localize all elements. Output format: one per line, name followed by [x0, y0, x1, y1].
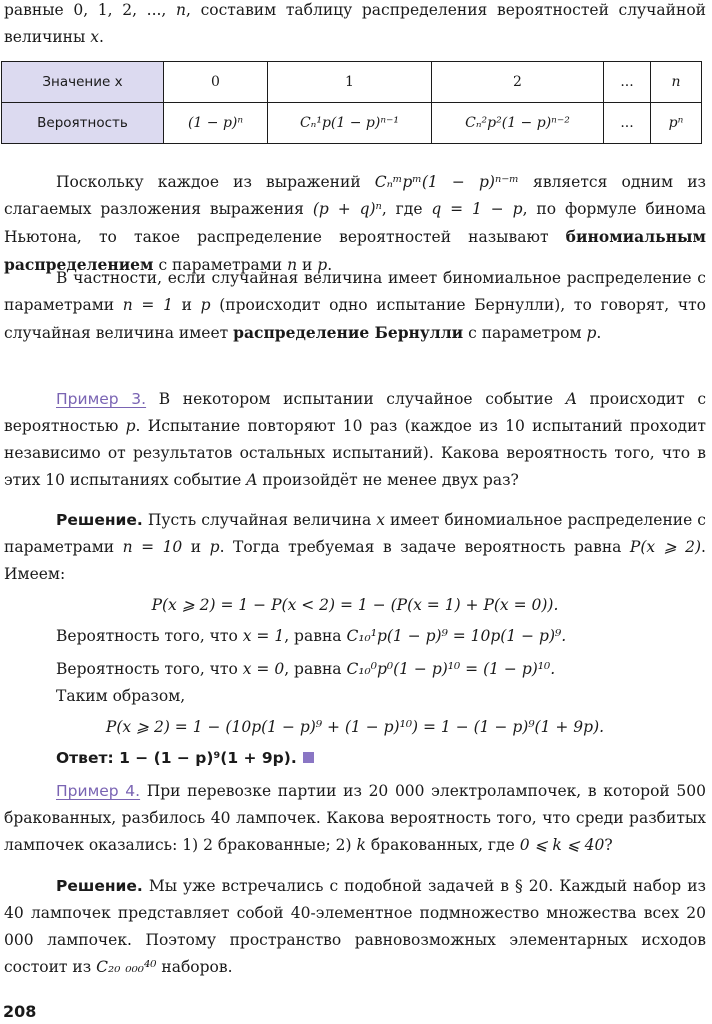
table-row-values	[2, 62, 702, 103]
table-cell: ...	[604, 62, 651, 103]
bernoulli-paragraph: В частности, если случайная величина имеет биномиальное распределение с параметрами n = 1 и p (происходит одно испытание Бернулли), то говорят, что случайная величина имеет распределение Бернулли с параметром p.	[4, 269, 706, 342]
line-x0: Вероятность того, что x = 0, равна C₁₀⁰p⁰(1 − p)¹⁰ = (1 − p)¹⁰.	[56, 660, 556, 678]
table-header-value: Значение x	[2, 62, 164, 103]
table-header-probability: Вероятность	[2, 103, 164, 144]
binomial-paragraph: Поскольку каждое из выражений Cₙᵐpᵐ(1 − p)ⁿ⁻ᵐ является одним из слагаемых разложения выражения (p + q)ⁿ, где q = 1 − p, по формуле бинома Ньютона, то такое распределение вероятностей называют биномиальным распределением с параметрами n и p.	[4, 173, 707, 274]
table-cell: ...	[604, 103, 651, 144]
table-cell: 1	[268, 62, 432, 103]
answer-line: Ответ: 1 − (1 − p)⁹(1 + 9p).	[4, 745, 706, 772]
table-cell: Cₙ¹p(1 − p)ⁿ⁻¹	[268, 103, 432, 144]
line-thus: Таким образом,	[56, 687, 186, 705]
table-cell: (1 − p)ⁿ	[164, 103, 268, 144]
end-of-solution-square-icon	[303, 752, 314, 763]
distribution-table	[1, 61, 702, 144]
equation-1: P(x ⩾ 2) = 1 − P(x < 2) = 1 − (P(x = 1) + P(x = 0)).	[151, 596, 559, 614]
equation-2: P(x ⩾ 2) = 1 − (10p(1 − p)⁹ + (1 − p)¹⁰) = 1 − (1 − p)⁹(1 + 9p).	[105, 718, 605, 736]
table-cell: 2	[432, 62, 604, 103]
line-x1: Вероятность того, что x = 1, равна C₁₀¹p(1 − p)⁹ = 10p(1 − p)⁹.	[56, 627, 567, 645]
term-binomial: биномиальным распределением	[4, 227, 706, 274]
solution-3: Решение. Пусть случайная величина x имеет биномиальное распределение с параметрами n = 10 и p. Тогда требуемая в задаче вероятность равна P(x ⩾ 2). Имеем: P(x ⩾ 2) = 1 − P(x < 2) = 1 − (P(x = 1) + P(x = 0)). Вероятность того, что x = 1, равна C₁₀¹p(1 − p)⁹ = 10p(1 − p)⁹. Вероятность того, что x = 0, равна C₁₀⁰p⁰(1 − p)¹⁰ = (1 − p)¹⁰. Таким образом, P(x ⩾ 2) = 1 − (10p(1 − p)⁹ + (1 − p)¹⁰) = 1 − (1 − p)⁹(1 + 9p). Ответ: 1 − (1 − p)⁹(1 + 9p).	[4, 507, 706, 772]
table-cell: n	[651, 62, 702, 103]
table-row-probabilities	[2, 103, 702, 144]
table-cell: Cₙ²p²(1 − p)ⁿ⁻²	[432, 103, 604, 144]
table-cell: 0	[164, 62, 268, 103]
answer-label: Ответ:	[56, 749, 114, 767]
example-3: Пример 3. В некотором испытании случайное событие A происходит с вероятностью p. Испытание повторяют 10 раз (каждое из 10 испытаний проходит независимо от результатов остальных испытаний). Какова вероятность того, что в этих 10 испытаниях событие A произойдёт не менее двух раз?	[4, 390, 706, 489]
intro-paragraph: равные 0, 1, 2, ..., n, составим таблицу распределения вероятностей случайной величины x.	[4, 1, 706, 46]
solution-3-label: Решение.	[56, 511, 143, 529]
example-4-label: Пример 4.	[56, 782, 141, 800]
solution-4: Решение. Мы уже встречались с подобной задачей в § 20. Каждый набор из 40 лампочек представляет собой 40-элементное подмножество множества всех 20 000 лампочек. Поэтому пространство равновозможных элементарных исходов состоит из C₂₀ ₀₀₀⁴⁰ наборов.	[4, 877, 706, 976]
page-number: 208	[3, 1002, 37, 1021]
table-cell: pⁿ	[651, 103, 702, 144]
solution-4-label: Решение.	[56, 877, 143, 895]
example-4: Пример 4. При перевозке партии из 20 000 электролампочек, в которой 500 бракованных, разбилось 40 лампочек. Какова вероятность того, что среди разбитых лампочек оказались: 1) 2 бракованные; 2) k бракованных, где 0 ⩽ k ⩽ 40?	[4, 782, 706, 854]
term-bernoulli: распределение Бернулли	[233, 323, 464, 342]
example-3-label: Пример 3.	[56, 390, 147, 408]
